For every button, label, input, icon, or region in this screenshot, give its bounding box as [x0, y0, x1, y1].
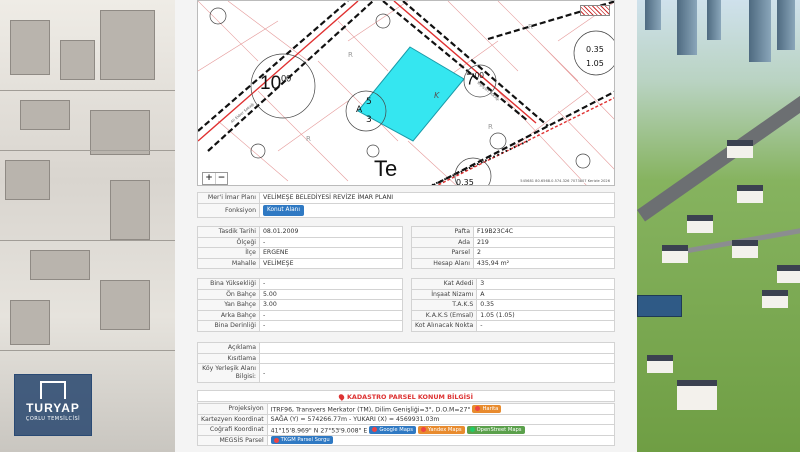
table-row [198, 414, 615, 425]
table-row [412, 227, 615, 238]
field-label: Açıklama [198, 343, 260, 354]
table-row [412, 279, 615, 290]
field-value: - [260, 364, 615, 383]
zone-sup: 00 [281, 73, 292, 84]
zone-r1: R [306, 135, 311, 143]
yandex-maps-icon [421, 427, 426, 432]
zoning-map[interactable] [197, 0, 615, 186]
table-row [198, 404, 615, 415]
zone-k: K [434, 91, 440, 100]
table-row [198, 289, 403, 300]
map-pin-icon [475, 406, 480, 411]
table-row [198, 227, 403, 238]
zone-sup: 00 [474, 71, 484, 80]
field-label: Pafta [412, 227, 474, 238]
table-row [412, 321, 615, 332]
field-label: Kısıtlama [198, 353, 260, 364]
field-value [260, 343, 615, 354]
field-label: Kat Adedi [412, 279, 477, 290]
field-value [267, 404, 614, 415]
google-maps-button[interactable] [369, 426, 416, 434]
konut-alani-button[interactable]: Konut Alanı [263, 205, 304, 216]
kadastro-section-title [197, 390, 615, 402]
openstreet-maps-label: OpenStreet Maps [476, 426, 522, 433]
kadastro-title-text: KADASTRO PARSEL KONUM BİLGİSİ [346, 393, 474, 401]
field-value: - [477, 321, 615, 332]
field-label: İnşaat Nizamı [412, 289, 477, 300]
plan-label: Mer'i İmar Planı [198, 193, 260, 204]
table-row [412, 310, 615, 321]
ratio-label-top2: 1.05 [586, 59, 604, 68]
table-row [198, 343, 615, 354]
parcel-info-left [197, 226, 403, 269]
logo-name: TURYAP [26, 401, 80, 415]
plan-info-table [197, 192, 615, 218]
openstreet-maps-button[interactable] [467, 426, 525, 434]
field-label: Ölçeği [198, 237, 260, 248]
zone-r3: R [528, 23, 533, 31]
field-label: Bina Derinliği [198, 321, 260, 332]
table-row [198, 203, 615, 217]
parcel-info-right [411, 226, 615, 269]
field-label: Kartezyen Koordinat [198, 414, 268, 425]
field-value: A [477, 289, 615, 300]
field-label: Kot Alınacak Nokta [412, 321, 477, 332]
projection-text: ITRF96, Transvers Merkator (TM), Dilim Genişliği=3°, D.O.M=27° [270, 406, 471, 413]
field-value [260, 353, 615, 364]
right-background-image [637, 0, 800, 452]
field-value: 435,94 m² [474, 258, 615, 269]
field-value: 219 [474, 237, 615, 248]
field-label: Yan Bahçe [198, 300, 260, 311]
field-value: 1.05 (1.05) [477, 310, 615, 321]
yandex-maps-label: Yandex Maps [427, 426, 462, 433]
ratio-label-bottom: 0.35 [456, 178, 474, 186]
field-label: Coğrafi Koordinat [198, 425, 268, 436]
zoom-controls [202, 172, 228, 185]
building-info-left [197, 278, 403, 332]
table-row [198, 353, 615, 364]
street-label-1: Ali Ekber Sokağı [230, 102, 255, 124]
field-label: Mahalle [198, 258, 260, 269]
zone-r4: R [348, 51, 353, 59]
field-label: Arka Bahçe [198, 310, 260, 321]
location-pin-icon [338, 393, 346, 401]
street-label-2: Yeşilyurt Sokağı [476, 80, 501, 102]
table-row [198, 258, 403, 269]
table-row [198, 435, 615, 446]
field-value: 3 [477, 279, 615, 290]
field-label: Hesap Alanı [412, 258, 474, 269]
table-row [198, 248, 403, 259]
zone-three: 3 [366, 115, 372, 125]
field-label: Köy Yerleşik Alanı Bilgisi: [198, 364, 260, 383]
zone-a: A [356, 105, 363, 115]
zone-number: 7 [466, 71, 475, 89]
harita-button[interactable] [472, 405, 501, 413]
building-info-right [411, 278, 615, 332]
function-value [260, 203, 615, 217]
notes-table [197, 342, 615, 383]
table-row [198, 193, 615, 204]
table-row [198, 310, 403, 321]
function-label: Fonksiyon [198, 203, 260, 217]
field-value: VELİMEŞE [260, 258, 403, 269]
table-row [198, 364, 615, 383]
field-value: - [260, 237, 403, 248]
field-label: T.A.K.S [412, 300, 477, 311]
field-label: Ön Bahçe [198, 289, 260, 300]
field-label: K.A.K.S (Emsal) [412, 310, 477, 321]
yandex-maps-button[interactable] [418, 426, 465, 434]
kadastro-table [197, 403, 615, 446]
field-value: - [260, 279, 403, 290]
house-logo-icon [40, 381, 66, 399]
field-value: 5.00 [260, 289, 403, 300]
harita-label: Harita [482, 405, 499, 412]
field-value: 2 [474, 248, 615, 259]
zoom-out-button[interactable]: − [215, 173, 227, 184]
field-value [267, 435, 614, 446]
field-value [267, 425, 614, 436]
google-maps-label: Google Maps [379, 426, 413, 433]
map-provider-logo [580, 5, 610, 16]
field-label: Bina Yüksekliği [198, 279, 260, 290]
table-row [198, 237, 403, 248]
openstreet-maps-icon [470, 427, 475, 432]
field-value: 3.00 [260, 300, 403, 311]
field-label: Tasdik Tarihi [198, 227, 260, 238]
field-value: - [260, 321, 403, 332]
field-label: MEGSİS Parsel [198, 435, 268, 446]
zone-number: 10 [260, 73, 282, 94]
plan-value: VELİMEŞE BELEDİYESİ REVİZE İMAR PLANI [260, 193, 615, 204]
table-row [198, 300, 403, 311]
table-row [412, 289, 615, 300]
tkgm-label: TKGM Parsel Sorgu [280, 437, 330, 443]
field-label: Ada [412, 237, 474, 248]
zoom-in-button[interactable]: + [205, 173, 213, 183]
field-label: Projeksiyon [198, 404, 268, 415]
field-value: 0.35 [477, 300, 615, 311]
geographic-coordinate: 41°15'8.969" N 27°53'9.008" E [270, 427, 368, 434]
table-row [412, 300, 615, 311]
field-value: 08.01.2009 [260, 227, 403, 238]
table-row [412, 248, 615, 259]
table-row [412, 258, 615, 269]
zone-label-10 [260, 73, 291, 95]
zone-five: 5 [366, 97, 372, 107]
ratio-label-top1: 0.35 [586, 45, 604, 54]
cartesian-coordinate: SAĞA (Y) = 574266.77m - YUKARI (X) = 4569931.03m [267, 414, 614, 425]
turyap-logo [14, 374, 92, 436]
search-icon [274, 438, 279, 443]
zone-label-te: Te [374, 156, 398, 181]
field-label: İlçe [198, 248, 260, 259]
field-value: ERGENE [260, 248, 403, 259]
google-maps-icon [372, 427, 377, 432]
field-value: F19B23C4C [474, 227, 615, 238]
table-row [198, 425, 615, 436]
logo-subtitle: ÇORLU TEMSİLCİSİ [25, 416, 81, 422]
table-row [198, 279, 403, 290]
zone-r2: R [488, 123, 493, 131]
table-row [198, 321, 403, 332]
field-label: Parsel [412, 248, 474, 259]
parcel-report-page [175, 0, 637, 452]
field-value: - [260, 310, 403, 321]
tkgm-parsel-sorgu-button[interactable] [271, 436, 333, 444]
map-scale-text: 545681 80.6568.0.574.326 7073807 Kerizle 2026 [520, 179, 610, 183]
table-row [412, 237, 615, 248]
